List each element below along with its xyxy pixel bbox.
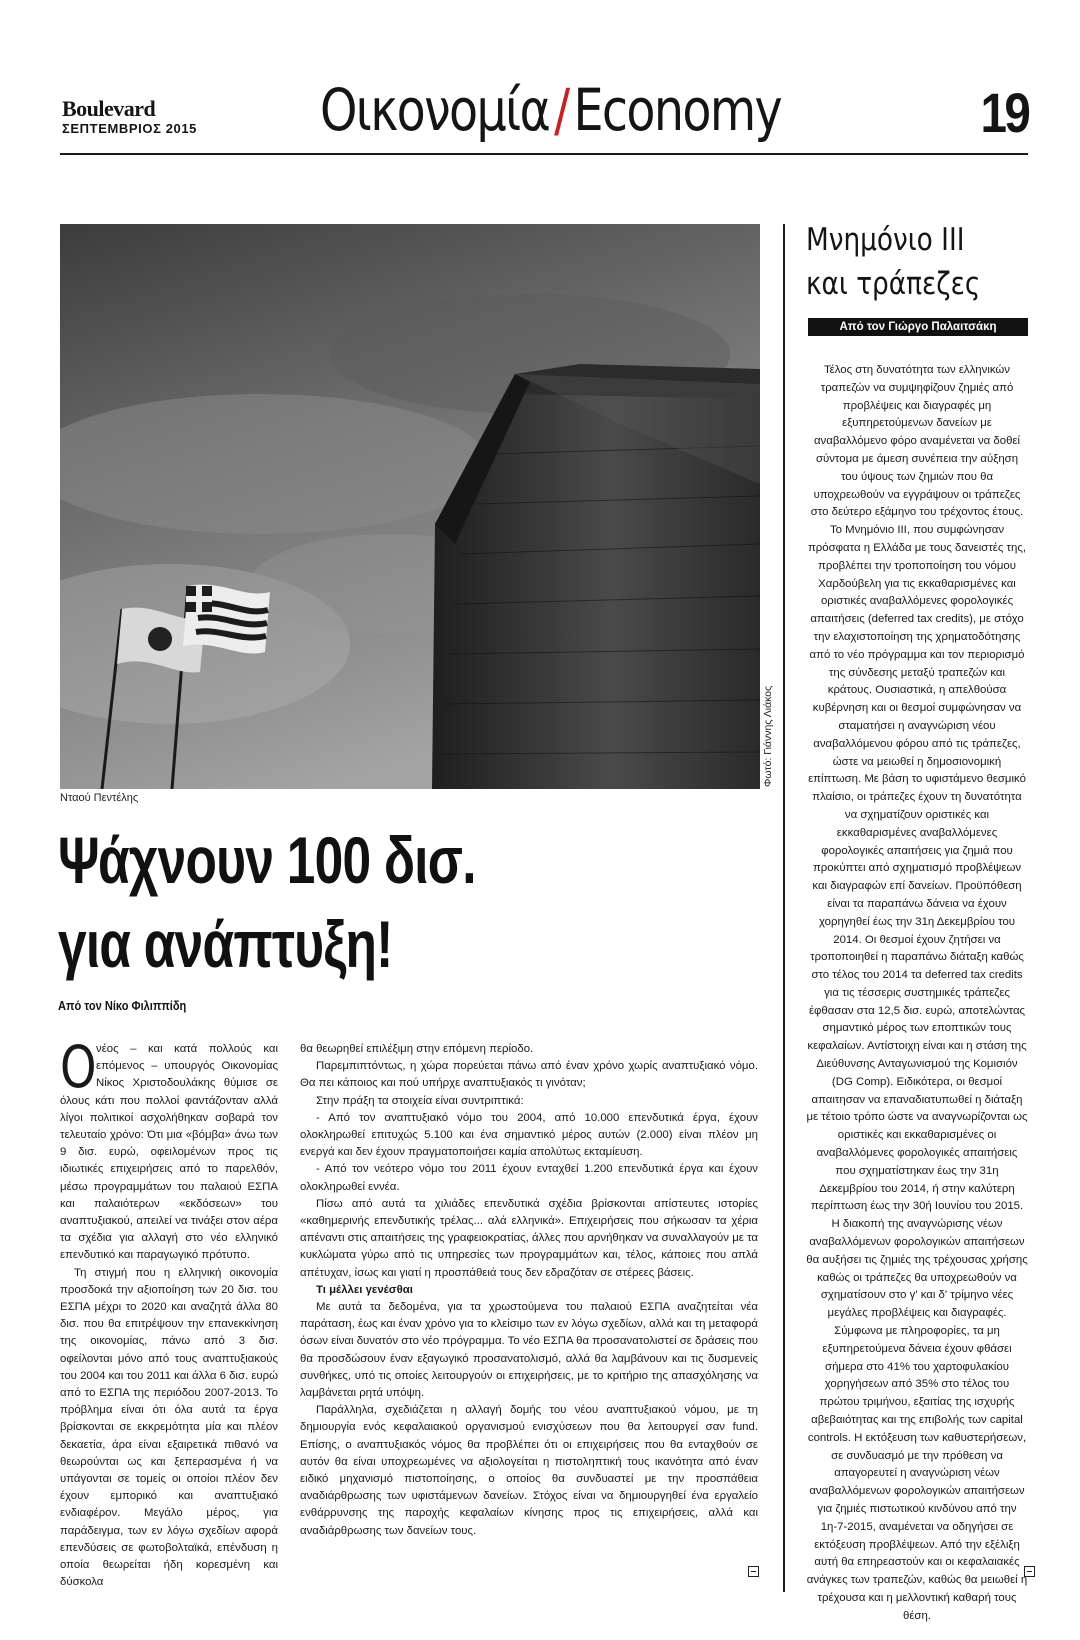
paragraph: Πίσω από αυτά τα χιλιάδες επενδυτικά σχέδια βρίσκονται απίστευτες ιστορίες «καθημερινής επενδυτικής τρέλας... αλά ελληνικά». Επιχειρήσεις που σήκωσαν τα χέρια απέναντι στις απαιτήσεις της γραφειοκρατίας, άλλες που αρνήθηκαν να συναλλαγούν με τα κυκλώματα γύρω από τις υπηρεσίες των προγραμμάτων και, τέλος, κάποιες που απλά απέτυχαν, ίσως και γιατί η προσπάθειά τους δεν εδραζόταν σε στέρεες βάσεις. (300, 1197, 758, 1279)
paragraph-text: νέος – και κατά πολλούς και επόμενος – υπουργός Οικονομίας Νίκος Χριστοδουλάκης θύμισε σε όλους κάτι που πολλοί φαντάζονταν αλλά λίγοι πολιτικοί ασχολήθηκαν σοβαρά τον τελευταίο χρόνο: Ότι μια «βόμβα» άνω των 9 δισ. ευρώ, οφειλομένων προς τις ιδιωτικές επιχειρήσεις από το παρελθόν, μέσω προγραμμάτων του παλαιού ΕΣΠΑ και παλαιότερων «εκδόσεων» του αναπτυξιακού, απειλεί να τινάξει στον αέρα τα σχέδια για αλλαγή στο νέο ελληνικό επενδυτικό και παραγωγικό πρότυπο. (60, 1043, 278, 1262)
paragraph (60, 1033, 278, 1265)
paragraph: Τη στιγμή που η ελληνική οικονομία προσδοκά την αξιοποίηση των 20 δισ. του ΕΣΠΑ μέχρι το 2020 και αναζητά άλλα 80 δισ. που θα επιτρέψουν την επανεκκίνηση της οικονομίας, πάνω από 3 δισ. οφείλονται μόνο από τους αναπτυξιακούς του 2004 και του 2011 και άλλα 6 δισ. ευρώ από το ΕΣΠΑ της περιόδου 2007-2013. Το πρόβλημα είναι ότι όλα αυτά τα έργα βρίσκονται σε εκκρεμότητα μία και πλέον δεκαετία, άρα είναι εξαιρετικά πιθανό να θεωρούνται ως και ξεπερασμένα ή να υπάγονται σε τομείς οι οποίοι πλέον δεν έχουν εμπορικό και αναπτυξιακό ενδιαφέρον. Μεγάλο μέρος, για παράδειγμα, των εν λόγω σχεδίων αφορά επενδύσεις σε φωτοβολταϊκά, επένδυση η οποία θεωρείται ήδη κορεσμένη και δύσκολα (60, 1266, 278, 1589)
section-title (320, 76, 781, 144)
paragraph: Με αυτά τα δεδομένα, για τα χρωστούμενα του παλαιού ΕΣΠΑ αναζητείται νέα παράταση, έως και έναν χρόνο για το κλείσιμο των εν λόγω σχεδίων, αλλά και τη μεταφορά όσων είναι δυνατόν στο νέο πρόγραμμα. Το νέο ΕΣΠΑ θα προσανατολιστεί σε δράσεις που θα προσδώσουν έναν εξαγωγικό προσανατολισμό, αλλά θα λαμβάνουν και τις δυσμενείς συνθήκες, υπό τις οποίες λειτουργούν οι επιχειρήσεις, με το κριτήριο της απασχόλησης να λαμβάνεται ρητά υπόψη. (300, 1301, 759, 1400)
sidebar-title-line-1: Μνημόνιο ΙΙΙ (806, 222, 965, 258)
header-divider (60, 153, 1028, 155)
article-end-icon (748, 1566, 759, 1577)
brand-name: Boulevard (62, 96, 156, 121)
headline-line-2: για ανάπτυξη! (58, 907, 393, 981)
section-title-greek: Οικονομία (320, 76, 550, 144)
sidebar-title-line-2: και τράπεζες (806, 266, 981, 302)
article-column-1 (60, 1033, 278, 1592)
article-headline (58, 818, 476, 986)
sidebar-title (806, 218, 980, 306)
paragraph: Παρεμπιπτόντως, η χώρα πορεύεται πάνω από έναν χρόνο χωρίς αναπτυξιακό νόμο. Θα πει κάποιος και πού υπήρχε αναπτυξιακός τι γινόταν; (300, 1060, 758, 1090)
paragraph: - Από τον νεότερο νόμο του 2011 έχουν ενταχθεί 1.200 επενδυτικά έργα και έχουν ολοκληρωθεί εννέα. (300, 1163, 758, 1193)
drop-cap: Ο (60, 1033, 97, 1101)
paragraph: Στην πράξη τα στοιχεία είναι συντριπτικά: (316, 1094, 524, 1107)
sidebar-divider (783, 224, 785, 1592)
section-title-english: Economy (573, 76, 782, 144)
photo-caption: Νταού Πεντέλης (60, 792, 139, 804)
paragraph: θα θεωρηθεί επιλέξιμη στην επόμενη περίοδο. (300, 1043, 534, 1055)
section-title-slash: / (554, 76, 569, 144)
page-number: 19 (980, 81, 1028, 144)
tower-and-flags-photo (60, 224, 760, 789)
article-byline: Από τον Νίκο Φιλιππίδη (58, 998, 187, 1013)
headline-line-1: Ψάχνουν 100 δισ. (58, 823, 476, 897)
issue-date: ΣΕΠΤΕΜΒΡΙΟΣ 2015 (62, 121, 198, 136)
paragraph: - Από τον αναπτυξιακό νόμο του 2004, από 10.000 επενδυτικά έργα, έχουν ολοκληρωθεί επιτυχώς 5.100 και ένα σημαντικό μέρος αυτών (2.000) είναι πλέον μη ενεργά και δεν έχουν πραγματοποιήσει καμία απολύτως εκταμίευση. (300, 1111, 758, 1159)
masthead-brand (62, 98, 197, 135)
paragraph: Παράλληλα, σχεδιάζεται η αλλαγή δομής του νέου αναπτυξιακού νόμου, με τη δημιουργία ενός κεφαλαιακού οργανισμού ενισχύσεων που θα λειτουργεί σαν fund. Επίσης, ο αναπτυξιακός νόμος θα προβλέπει ότι οι επιχειρήσεις που θα ενταχθούν σε αυτόν θα είναι υποχρεωμένες να αξιολογείται η πιστοληπτική τους ικανότητα από έναν ειδικό μηχανισμό πιστοποίησης, ο οποίος θα συνδυαστεί με την προσπάθεια αναδιάρθρωσης των υφιστάμενων δανείων. Στόχος είναι να δημιουργηθεί ένα εργαλείο ενθάρρυνσης της παροχής κεφαλαίων κίνησης προς τις επιχειρήσεις, αλλά και αναδιάρθρωσης των δανείων τους. (300, 1404, 758, 1537)
photo-credit-text: Φωτό: Γιάννης Λιάκος (762, 685, 774, 787)
sidebar-body: Τέλος στη δυνατότητα των ελληνικών τραπεζών να συμψηφίζουν ζημιές από προβλέψεις και διαγραφές μη εξυπηρετούμενων δανείων με αναβαλλόμενο φόρο αναμένεται να δοθεί σύντομα με άμεση συνέπεια την αύξηση του ύψους των ζημιών που θα υποχρεωθούν να εγγράψουν οι τράπεζες στο δεύτερο εξάμηνο του τρέχοντος έτους. Το Μνημόνιο ΙΙΙ, που συμφώνησαν πρόσφατα η Ελλάδα με τους δανειστές της, προβλέπει την τροποποίηση του νόμου Χαρδούβελη για τις εκκαθαρισμένες και οριστικές αναβαλλόμενες φορολογικές απαιτήσεις (deferred tax credits), με στόχο την ελαχιστοποίηση της χρηματοδότησης από το νέο πρόγραμμα και τον περιορισμό της σύνδεσης μεταξύ τραπεζών και κράτους. Ουσιαστικά, η απελθούσα κυβέρνηση και οι θεσμοί συμφώνησαν να σταματήσει η αναγνώριση νέου αναβαλλόμενου φόρου από τις τράπεζες, ώστε να μειωθεί η δημοσιονομική επίπτωση. Με βάση το υφιστάμενο θεσμικό πλαίσιο, οι τράπεζες έχουν τη δυνατότητα να σχηματίζουν οριστικές και εκκαθαρισμένες αναβαλλόμενες φορολογικές απαιτήσεις για ζημιά που προκύπτει από σχηματισμό προβλέψεων και διαγραφών επί δανείων. Προϋπόθεση είναι τα παραπάνω δάνεια να έχουν χορηγηθεί έως την 31η Δεκεμβρίου του 2014. Οι θεσμοί έχουν ζητήσει να τροποποιηθεί η παραπάνω διάταξη καθώς στο τέλος του 2014 τα deferred tax credits για τις τέσσερις συστημικές τράπεζες έφθασαν στα 12,5 δισ. ευρώ, αποτελώντας σημαντικό μέρος των εποπτικών τους κεφαλαίων. Αντίστοιχη είναι και η στάση της Διεύθυνσης Ανταγωνισμού της Κομισιόν (DG Comp). Ειδικότερα, οι θεσμοί απαιτησαν να επαναδιατυπωθεί η διάταξη με τέτοιο τρόπο ώστε να αναγνωρίζονται ως οριστικές και εκκαθαρισμένες οι αναβαλλόμενες φορολογικές απαιτήσεις που σχηματίστηκαν έως την 31η Δεκεμβρίου του 2014, ή στην καλύτερη περίπτωση έως την 30ή Ιουνίου του 2015. Η διακοπή της αναγνώρισης νέων αναβαλλόμενων φορολογικών απαιτήσεων θα αυξήσει τις ζημιές της τρέχουσας χρήσης καθώς οι τράπεζες θα υποχρεωθούν να σχηματίσουν στο γ' και δ' τρίμηνο νέες μεγάλες προβλέψεις και διαγραφές. Σύμφωνα με πληροφορίες, τα μη εξυπηρετούμενα δάνεια έχουν φθάσει σήμερα στο 41% του χαρτοφυλακίου χορηγήσεων από 35% στο τέλος του πρώτου τριμήνου, εξαιτίας της ισχυρής αβεβαιότητας και της επιβολής των capital controls. Η εκτόξευση των καθυστερήσεων, σε συνδυασμό με την πρόθεση να απαγορευτεί η αναγνώριση νέων αναβαλλόμενων φορολογικών απαιτήσεων για ζημιές πιστωτικού κινδύνου από την 1η-7-2015, αναμένεται να οδηγήσει σε εκτόξευση προβλέψεων. Από την εξέλιξη αυτή θα επηρεαστούν και οι κεφαλαιακές ανάγκες των τραπεζών, καθώς θα μειωθεί η τρέχουσα και η μελλοντική καθαρή τους θέση. (806, 364, 1028, 1622)
subheading: Τι μέλλει γενέσθαι (316, 1283, 413, 1296)
sidebar-end-icon (1024, 1566, 1035, 1577)
photo-credit (761, 685, 774, 788)
article-column-2 (300, 1041, 758, 1540)
article-photo (60, 224, 760, 789)
sidebar-byline: Από τον Γιώργο Παλαιτσάκη (808, 318, 1028, 336)
